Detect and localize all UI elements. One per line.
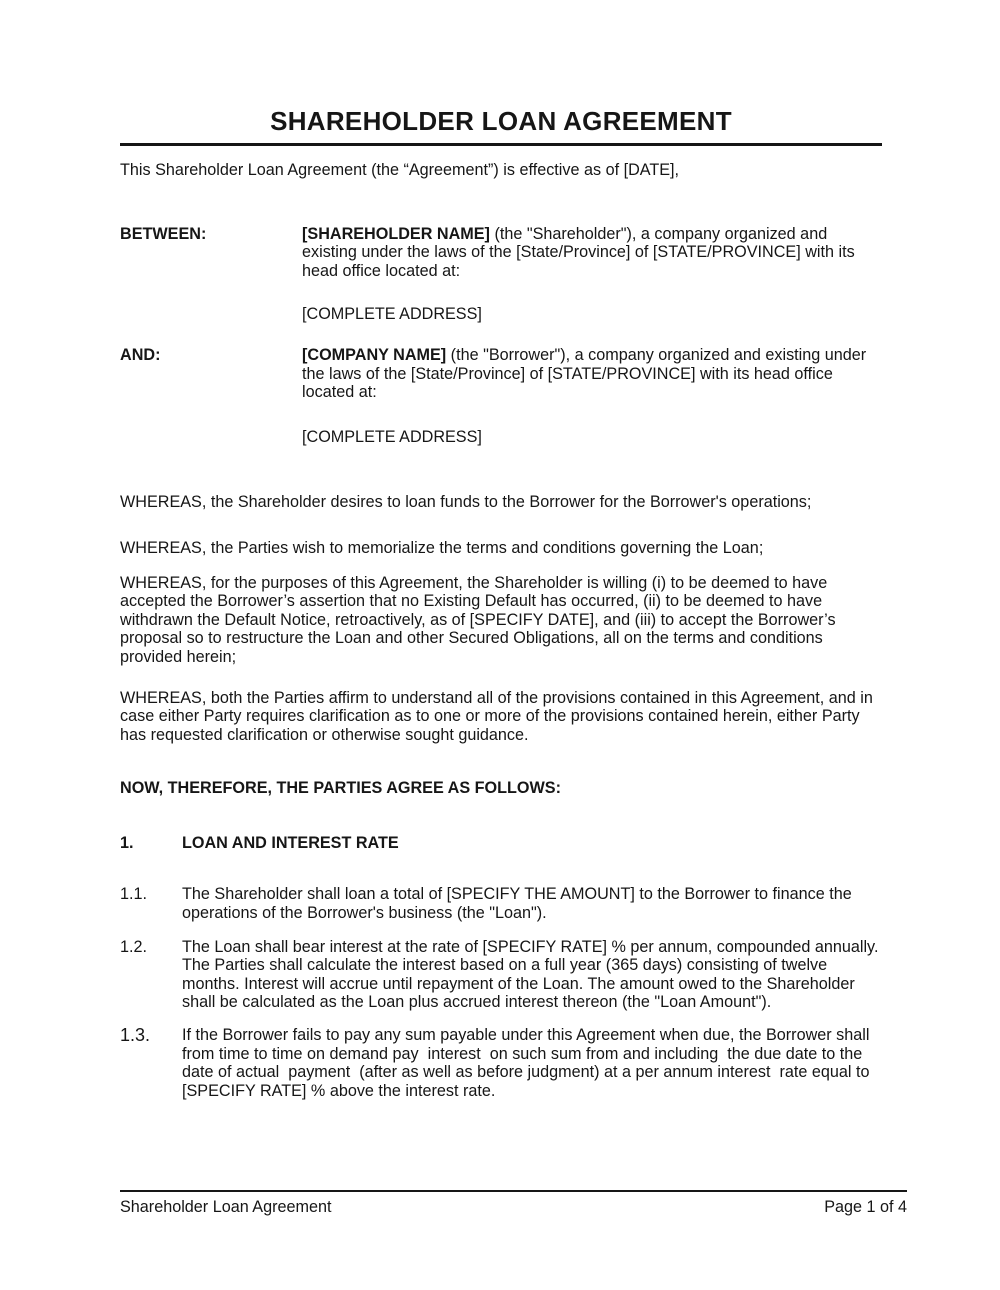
clause-text: The Shareholder shall loan a total of [SPECIFY THE AMOUNT] to the Borrower to finance the operations of the Borrower's business (the "Loan"). [182, 885, 857, 923]
party-row-and [120, 346, 880, 446]
party-label-and: AND: [120, 345, 161, 364]
now-therefore-heading: NOW, THEREFORE, THE PARTIES AGREE AS FOLLOWS: [120, 779, 561, 798]
document-body [120, 161, 883, 1100]
section-heading-row [120, 834, 880, 853]
party-address-placeholder: [COMPLETE ADDRESS] [302, 427, 482, 446]
party-description-text: (the "Borrower"), a company organized and existing under the laws of the [State/Province] of [STATE/PROVINCE] with its head office located at: [302, 345, 867, 402]
section-number: 1. [120, 833, 134, 852]
footer-document-title: Shareholder Loan Agreement [120, 1198, 332, 1216]
party-name-placeholder: [SHAREHOLDER NAME] [302, 224, 490, 243]
clause-number: 1.1. [120, 885, 148, 904]
party-details-borrower [302, 346, 880, 446]
section-title: LOAN AND INTEREST RATE [182, 833, 399, 852]
whereas-clause: WHEREAS, the Shareholder desires to loan funds to the Borrower for the Borrower's operations; [120, 493, 812, 512]
party-description-text: (the "Shareholder"), a company organized and existing under the laws of the [State/Province] of [STATE/PROVINCE] with its head office located at: [302, 224, 855, 280]
party-details-shareholder [302, 225, 880, 324]
clause-number: 1.2. [120, 937, 148, 956]
intro-paragraph: This Shareholder Loan Agreement (the “Agreement”) is effective as of [DATE], [120, 161, 680, 179]
clause-text: The Loan shall bear interest at the rate of [SPECIFY RATE] % per annum, compounded annually. The Parties shall calculate the interest based on a full year (365 days) consisting of twelve months. Interest will accrue until repayment of the Loan. The amount owed to the Shareholder shall be calculated as the Loan plus accrued interest thereon (the "Loan Amount"). [182, 937, 883, 1012]
whereas-clause: WHEREAS, the Parties wish to memorialize the terms and conditions governing the Loan; [120, 538, 764, 557]
clause-row [120, 1026, 880, 1100]
page-footer [120, 1190, 907, 1217]
party-label-between: BETWEEN: [120, 224, 207, 243]
clause-row [120, 885, 880, 922]
party-description [302, 346, 880, 402]
party-address-placeholder: [COMPLETE ADDRESS] [302, 305, 482, 324]
footer-page-number: Page 1 of 4 [824, 1198, 907, 1216]
page-title: SHAREHOLDER LOAN AGREEMENT [270, 106, 732, 136]
whereas-clause: WHEREAS, both the Parties affirm to understand all of the provisions contained in this Agreement, and in case either Party requires clarification as to one or more of the provisions contained herein, either Party has requested clarification or otherwise sought guidance. [120, 688, 873, 744]
whereas-clause: WHEREAS, for the purposes of this Agreement, the Shareholder is willing (i) to be deemed to have accepted the Borrower’s assertion that no Existing Default has occurred, (ii) to be deemed to have withdrawn the Default Notice, retroactively, as of [SPECIFY DATE], and (iii) to accept the Borrower’s proposal so to restructure the Loan and other Secured Obligations, all on the terms and conditions provided herein; [120, 573, 836, 666]
party-name-placeholder: [COMPANY NAME] [302, 345, 447, 364]
clause-text: If the Borrower fails to pay any sum payable under this Agreement when due, the Borrower shall from time to time on demand pay interest on such sum from and including the due date to the date of actual payment (after as well as before judgment) at a per annum interest rate equal to [SPECIFY RATE] % above the interest rate. [182, 1026, 879, 1100]
clause-row [120, 937, 883, 1012]
party-row-between [120, 225, 880, 324]
party-description [302, 225, 880, 281]
clause-number: 1.3. [120, 1025, 151, 1046]
document-header [120, 107, 882, 146]
